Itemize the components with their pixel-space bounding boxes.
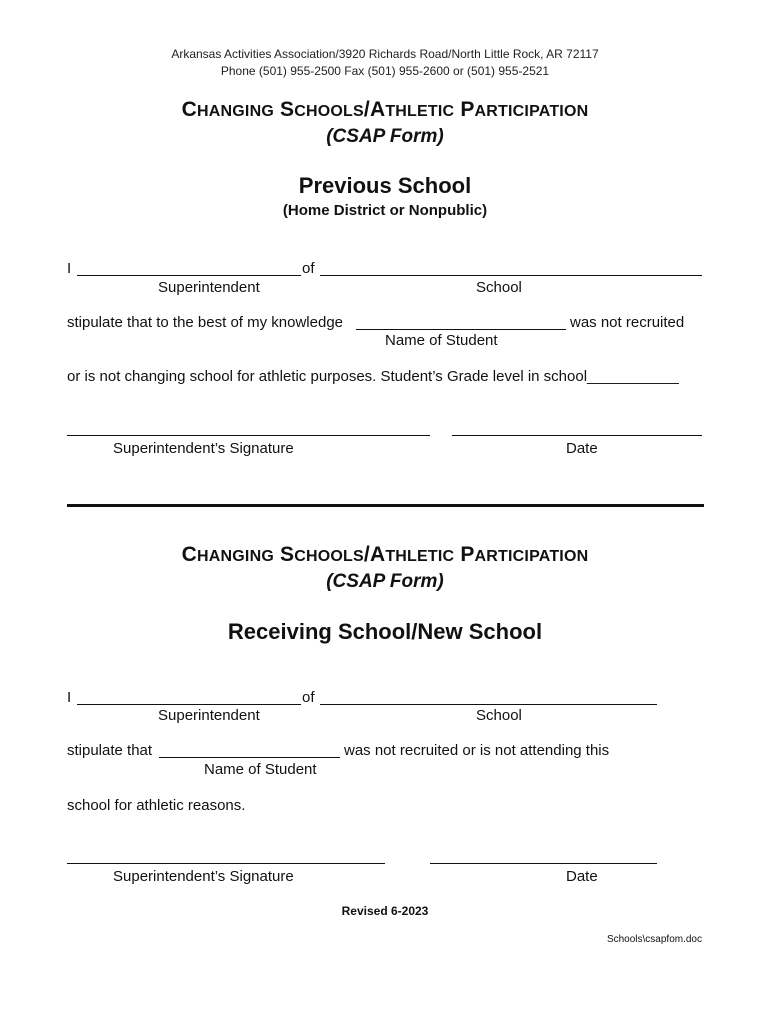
prev-i-text: I bbox=[67, 260, 72, 277]
address-line: Arkansas Activities Association/3920 Richards Road/North Little Rock, AR 72117 bbox=[171, 47, 599, 61]
recv-date-field[interactable] bbox=[430, 863, 657, 864]
file-reference: Schools\csapfom.doc bbox=[606, 934, 702, 945]
recv-superintendent-field[interactable] bbox=[77, 704, 301, 705]
receiving-school-heading: Receiving School/New School bbox=[227, 619, 543, 644]
recv-stipulate-text: stipulate that bbox=[67, 742, 153, 759]
revised-date: Revised 6-2023 bbox=[341, 904, 429, 918]
recv-date-label: Date bbox=[566, 868, 598, 885]
form-title: CHANGING SCHOOLS/ATHLETIC PARTICIPATION bbox=[181, 98, 589, 121]
prev-grade-text: or is not changing school for athletic purposes. Student’s Grade level in school___________ bbox=[67, 368, 679, 385]
recv-superintendent-label: Superintendent bbox=[158, 707, 260, 724]
recv-school-label: School bbox=[476, 707, 522, 724]
recv-student-name-field[interactable] bbox=[159, 757, 340, 758]
recv-signature-field[interactable] bbox=[67, 863, 385, 864]
section-divider bbox=[67, 504, 704, 507]
prev-school-label: School bbox=[476, 279, 522, 296]
prev-superintendent-label: Superintendent bbox=[158, 279, 260, 296]
recv-school-field[interactable] bbox=[320, 704, 657, 705]
prev-stipulate-text: stipulate that to the best of my knowledge bbox=[67, 314, 343, 331]
previous-school-subheading: (Home District or Nonpublic) bbox=[282, 202, 488, 219]
recv-of-text: of bbox=[302, 689, 315, 706]
prev-school-field[interactable] bbox=[320, 275, 702, 276]
phone-line: Phone (501) 955-2500 Fax (501) 955-2600 or (501) 955-2521 bbox=[220, 64, 550, 78]
form-subtitle-2: (CSAP Form) bbox=[326, 571, 444, 592]
prev-student-label: Name of Student bbox=[385, 332, 498, 349]
prev-superintendent-field[interactable] bbox=[77, 275, 301, 276]
recv-signature-label: Superintendent’s Signature bbox=[113, 868, 294, 885]
recv-student-label: Name of Student bbox=[204, 761, 317, 778]
recv-i-text: I bbox=[67, 689, 72, 706]
prev-of-text: of bbox=[302, 260, 315, 277]
prev-student-name-field[interactable] bbox=[356, 329, 566, 330]
recv-not-recruited-text: was not recruited or is not attending this bbox=[344, 742, 610, 759]
prev-signature-field[interactable] bbox=[67, 435, 430, 436]
recv-reasons-text: school for athletic reasons. bbox=[67, 797, 246, 814]
prev-date-field[interactable] bbox=[452, 435, 702, 436]
form-subtitle: (CSAP Form) bbox=[326, 126, 444, 147]
previous-school-heading: Previous School bbox=[298, 173, 472, 198]
prev-signature-label: Superintendent’s Signature bbox=[113, 440, 294, 457]
prev-date-label: Date bbox=[566, 440, 598, 457]
form-title-2: CHANGING SCHOOLS/ATHLETIC PARTICIPATION bbox=[181, 543, 589, 566]
prev-not-recruited-text: was not recruited bbox=[570, 314, 685, 331]
